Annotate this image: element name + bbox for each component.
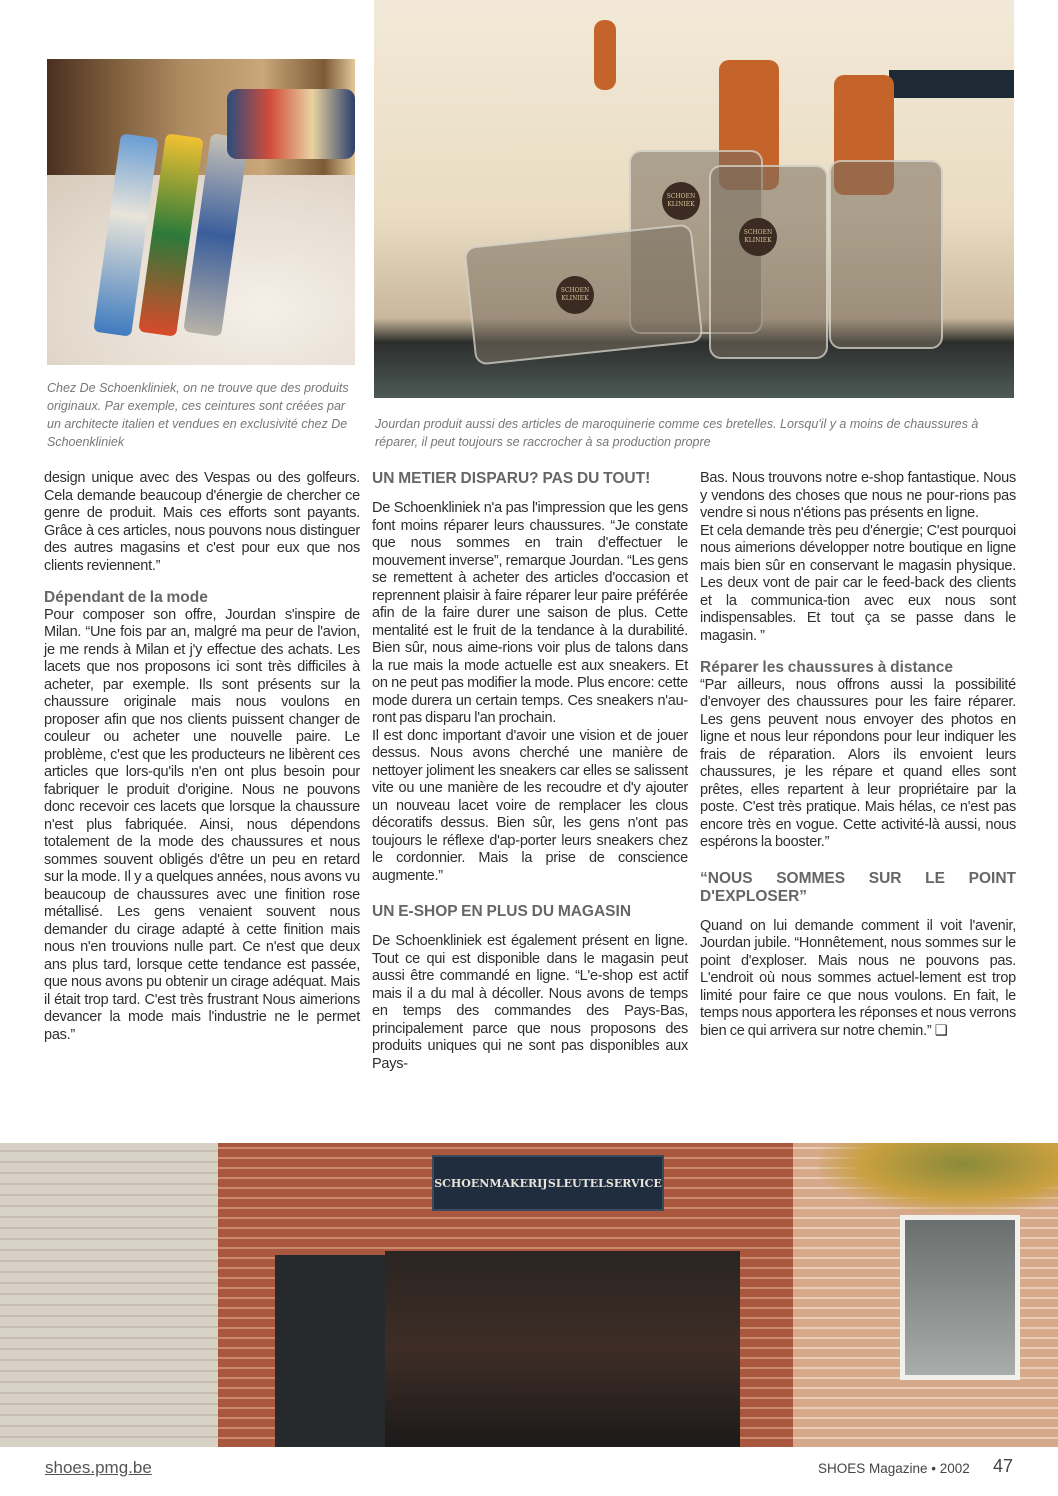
stone-wall	[0, 1143, 218, 1447]
shop-window	[385, 1251, 740, 1447]
paragraph: Il est donc important d'avoir une vision et de jouer dessus. Nous avons cherché une manière de nettoyer joliment les sneakers car elles se salissent vite ou une manière de les recoudre et d'y ajouter un nouveau lacet voire de remplacer les clous décoratifs dessus. Bien sûr, les gens n'ont pas toujours le réflexe d'ap-porter leurs sneakers chez le cordonnier. Mais la prise de conscience augmente.”	[372, 727, 688, 884]
paragraph: “Par ailleurs, nous offrons aussi la possibilité d'envoyer des chaussures pour les faire réparer. Les gens peuvent nous envoyer des photos en ligne et nous leur répondons pour leur indiquer les frais de réparation. Alors ils envoient leurs chaussures, je les répare et quand elles sont prêtes, elles repartent à leur propriétaire par la poste. C'est très pratique. Mais hélas, ce n'est pas encore très en vogue. Cette activité-là aussi, nous espérons la booster.”	[700, 676, 1016, 850]
door	[275, 1255, 385, 1447]
heading-eshop: UN E-SHOP EN PLUS DU MAGASIN	[372, 903, 632, 920]
tree-foliage	[820, 1143, 1058, 1213]
article-column-1	[44, 470, 360, 1044]
photo-belts	[47, 59, 355, 365]
jar-label: SCHOEN KLINIEK	[662, 182, 700, 220]
paragraph: Pour composer son offre, Jourdan s'inspire de Milan. “Une fois par an, malgré ma peur de l'avion, je me rends à Milan et j'y effectue des achats. Les lacets que nos proposons ici sont très difficiles à acheter, par exemple. Ils sont présents sur la chaussure originale mais nous voulons en proposer afin que nos clients puissent changer de couleur ou acheter une nouvelle paire. Le problème, c'est que les producteurs ne libèrent ces articles que lors-qu'ils n'en ont plus besoin pour fabriquer le produit d'origine. Nous ne pouvons donc recevoir ces lacets que lorsque la chaussure n'est plus fabriquée. Ainsi, nous dépendons totalement de la mode des chaussures et nous sommes souvent obligés d'être un peu en retard sur la mode. Il y a quelques années, nous avons vu beaucoup de chaussures avec une finition rose métallisé. Les gens venaient souvent nous demander du cirage adapté à cette finition mais nous n'en trouvions nulle part. Ce n'est que deux ans plus tard, lorsque cette tendance est passée, que nous avons pu obtenir un cirage adéquat. Mais il était trop tard. C'est très frustrant Nous aimerions devancer la mode mais l'industrie ne le permet pas.”	[44, 606, 360, 1043]
website-link[interactable]: shoes.pmg.be	[45, 1458, 152, 1477]
subheading-reparer-distance: Réparer les chaussures à distance	[700, 659, 954, 676]
end-mark-icon: ❑	[934, 1022, 948, 1039]
paragraph: De Schoenkliniek est également présent en ligne. Tout ce qui est disponible dans le magasin peut aussi être commandé en ligne. “L'e-shop est actif mais il a du mal à décoller. Nous avons de temps en temps des commandes des Pays-Bas, principalement parce que nous proposons des produits uniques qui ne sont pas disponibles aux Pays-	[372, 933, 688, 1072]
heading-metier-disparu: UN METIER DISPARU? PAS DU TOUT!	[372, 470, 651, 487]
photo-jars	[374, 0, 1014, 398]
strap	[594, 20, 616, 90]
window	[900, 1215, 1020, 1380]
jar-label: SCHOEN KLINIEK	[739, 218, 777, 256]
caption-jars: Jourdan produit aussi des articles de maroquinerie comme ces bretelles. Lorsqu'il y a moins de chaussures à réparer, il peut toujours se raccrocher à sa production propre	[375, 417, 979, 449]
paragraph	[700, 918, 1016, 1041]
sign-sleutelservice: SLEUTELSERVICE	[547, 1176, 662, 1190]
photo-storefront	[0, 1143, 1058, 1447]
subheading-dependant-mode: Dépendant de la mode	[44, 589, 208, 606]
article-column-2	[372, 470, 688, 1073]
shop-sign	[432, 1155, 664, 1211]
article-column-3	[700, 470, 1016, 1040]
paragraph: De Schoenkliniek n'a pas l'impression que les gens font moins réparer leurs chaussures. “Je constate que nous sommes en train d'effectuer le mouvement inverse”, remarque Jourdan. “Les gens se remettent à acheter des articles d'occasion et reprennent plaisir à faire réparer leur paire préférée afin de la faire durer une saison de plus. Cette mentalité est le fruit de la tendance à la durabilité. Bien sûr, nous aime-rions voir plus de talons dans la rue mais la mode actuelle est aux sneakers. Et on ne peut pas modifier la mode. Plus encore: cette mode durera un certain temps. Ces sneakers n'au-ront pas disparu l'an prochain.	[372, 500, 688, 726]
paragraph: Et cela demande très peu d'énergie; C'est pourquoi nous aimerions développer notre boutique en ligne mais bien sûr en conservant le magasin physique. Les deux vont de pair car le feed-back des clients et la communica-tion avec eux nous sont indispensables. Et tout ça se passe dans le magasin. ”	[700, 522, 1016, 644]
jar	[829, 160, 943, 349]
paragraph: design unique avec des Vespas ou des golfeurs. Cela demande beaucoup d'énergie de chercher ce genre de produit. Mais ces efforts sont payants. Grâce à ces articles, nous pouvons nous distinguer des autres magasins et c'est pour eux que nos clients reviennent.”	[44, 470, 360, 574]
dark-strap	[889, 70, 1014, 98]
paragraph-text: Quand on lui demande comment il voit l'avenir, Jourdan jubile. “Honnêtement, nous sommes sur le point d'exploser. Mais nous ne pouvons pas. L'endroit où nous sommes actuel-lement est trop limité pour faire ce que nous voulons. En fait, le temps nous apportera les réponses et nous verrons bien ce qui arrivera sur notre chemin.”	[700, 917, 1016, 1039]
page-number: 47	[993, 1456, 1014, 1476]
jar-label: SCHOEN KLINIEK	[556, 276, 594, 314]
magazine-issue: SHOES Magazine • 2002	[818, 1461, 970, 1476]
jar	[709, 165, 828, 359]
paragraph: Bas. Nous trouvons notre e-shop fantastique. Nous y vendons des choses que nous ne pour-rions pas vendre si nous n'étions pas présents en ligne.	[700, 470, 1016, 521]
sign-schoenmakerij: SCHOENMAKERIJ	[434, 1176, 548, 1190]
caption-belts: Chez De Schoenkliniek, on ne trouve que des produits originaux. Par exemple, ces ceintures sont créées par un architecte italien et vendues en exclusivité chez De Schoenkliniek	[47, 381, 349, 449]
heading-exploser: “NOUS SOMMES SUR LE POINT D'EXPLOSER”	[700, 869, 1016, 905]
belt-roll	[227, 89, 355, 159]
